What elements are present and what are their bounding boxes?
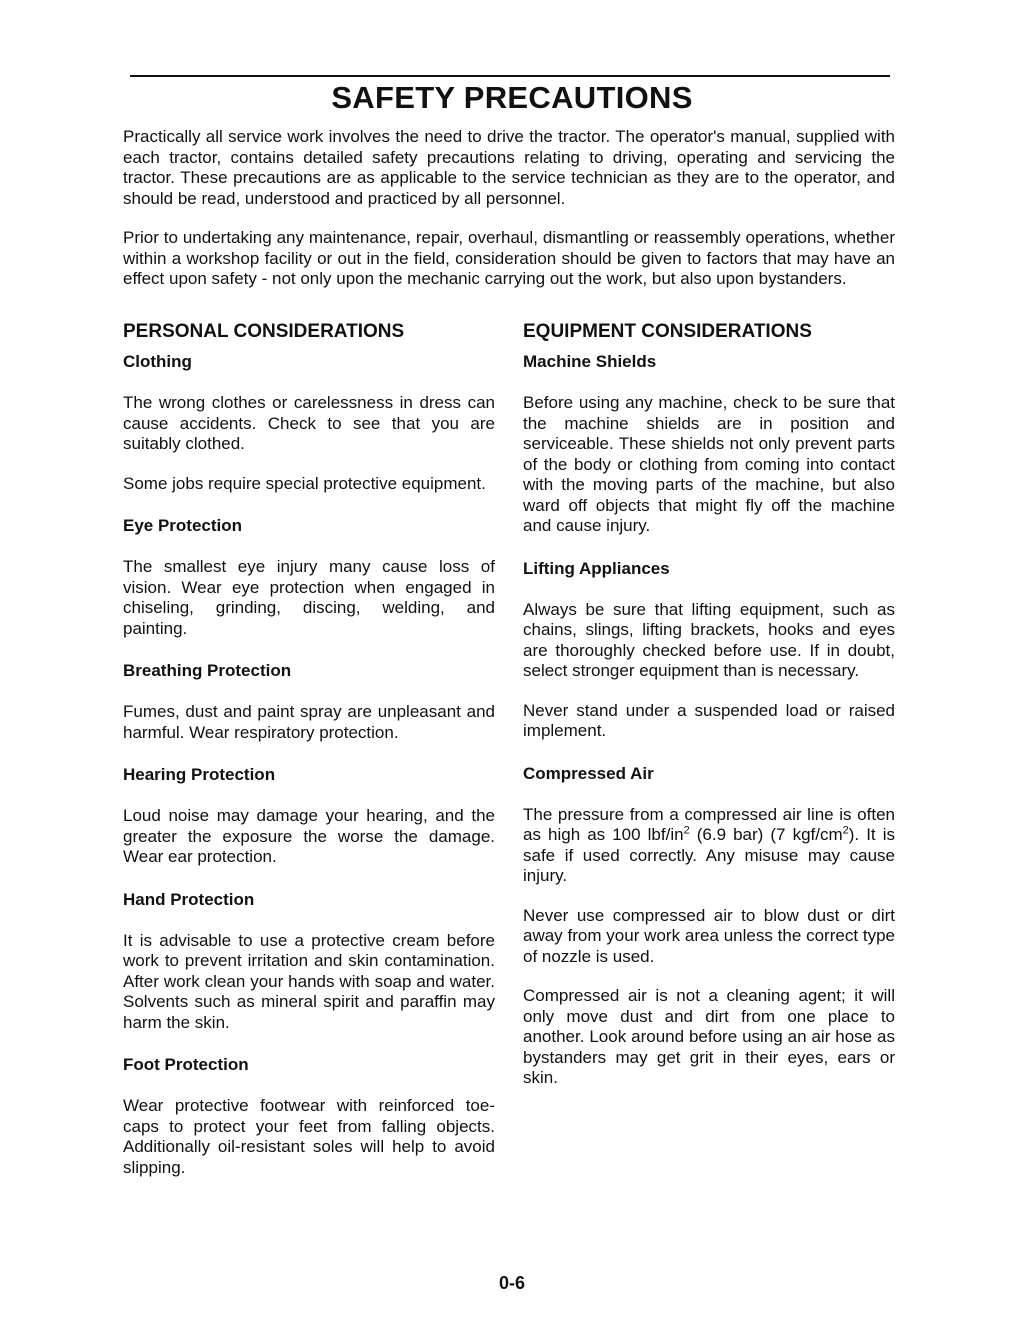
compressed-air-paragraph-2: Never use compressed air to blow dust or dirt away from your work area unless the correct type of nozzle is used. [523, 905, 895, 966]
foot-protection-heading: Foot Protection [123, 1055, 249, 1074]
hand-protection-heading: Hand Protection [123, 889, 255, 909]
page-number: 0-6 [498, 1273, 525, 1293]
superscript-squared: 2 [683, 824, 690, 837]
page-title: SAFETY PRECAUTIONS [331, 80, 693, 115]
lifting-appliances-paragraph-1: Always be sure that lifting equipment, such as chains, slings, lifting brackets, hooks and eyes are thoroughly checked before use. If in doubt, select stronger equipment than is necessary. [523, 599, 895, 680]
lifting-appliances-paragraph-2: Never stand under a suspended load or raised implement. [523, 700, 895, 740]
clothing-paragraph-2: Some jobs require special protective equipment. [123, 473, 486, 493]
hand-protection-paragraph: It is advisable to use a protective cream before work to prevent irritation and skin contamination. After work clean your hands with soap and water. Solvents such as mineral spirit and paraffin may harm the skin. [123, 930, 495, 1032]
personal-considerations-column [123, 321, 495, 1178]
clothing-heading: Clothing [123, 352, 192, 371]
compressed-air-paragraph-1 [523, 805, 895, 887]
intro-paragraph-1: Practically all service work involves the need to drive the tractor. The operator's manual, supplied with each tractor, contains detailed safety precautions relating to driving, operating and servicing the tractor. These precautions are as applicable to the service technician as they are to the operator, and should be read, understood and practiced by all personnel. [123, 127, 895, 208]
hearing-protection-paragraph: Loud noise may damage your hearing, and the greater the exposure the worse the damage. Wear ear protection. [123, 806, 495, 866]
machine-shields-heading: Machine Shields [523, 352, 657, 371]
lifting-appliances-heading: Lifting Appliances [523, 558, 670, 578]
compressed-air-text-c: ). It is safe if used correctly. Any misuse may cause injury. [523, 825, 895, 885]
hearing-protection-heading: Hearing Protection [123, 765, 276, 784]
breathing-protection-heading: Breathing Protection [123, 661, 292, 680]
intro-paragraph-2: Prior to undertaking any maintenance, repair, overhaul, dismantling or reassembly operations, whether within a workshop facility or out in the field, consideration should be given to factors that may have an effect upon safety - not only upon the mechanic carrying out the work, but also upon bystanders. [123, 228, 895, 288]
top-rule [130, 75, 890, 77]
compressed-air-heading: Compressed Air [523, 763, 654, 783]
eye-protection-heading: Eye Protection [123, 516, 243, 535]
machine-shields-paragraph: Before using any machine, check to be sure that the machine shields are in position and serviceable. These shields not only prevent parts of the body or clothing from coming into contact with the moving parts of the machine, but also ward off objects that might fly off the machine and cause injury. [523, 393, 895, 535]
personal-considerations-heading: PERSONAL CONSIDERATIONS [123, 321, 405, 342]
superscript-squared: 2 [842, 824, 849, 837]
foot-protection-paragraph: Wear protective footwear with reinforced toe-caps to protect your feet from falling objects. Additionally oil-resistant soles will help to avoid slipping. [123, 1096, 495, 1177]
breathing-protection-paragraph: Fumes, dust and paint spray are unpleasant and harmful. Wear respiratory protection. [123, 702, 495, 742]
equipment-considerations-column [523, 321, 895, 1089]
clothing-paragraph-1: The wrong clothes or carelessness in dress can cause accidents. Check to see that you are suitably clothed. [123, 393, 495, 453]
compressed-air-text-b: (6.9 bar) (7 kgf/cm [689, 825, 843, 844]
compressed-air-text-a: The pressure from a compressed air line is often as high as 100 lbf/in [523, 804, 895, 844]
equipment-considerations-heading: EQUIPMENT CONSIDERATIONS [523, 321, 812, 342]
eye-protection-paragraph: The smallest eye injury many cause loss of vision. Wear eye protection when engaged in chiseling, grinding, discing, welding, and painting. [123, 557, 495, 638]
compressed-air-paragraph-3: Compressed air is not a cleaning agent; it will only move dust and dirt from one place to another. Look around before using an air hose as bystanders may get grit in their eyes, ears or skin. [523, 986, 895, 1087]
